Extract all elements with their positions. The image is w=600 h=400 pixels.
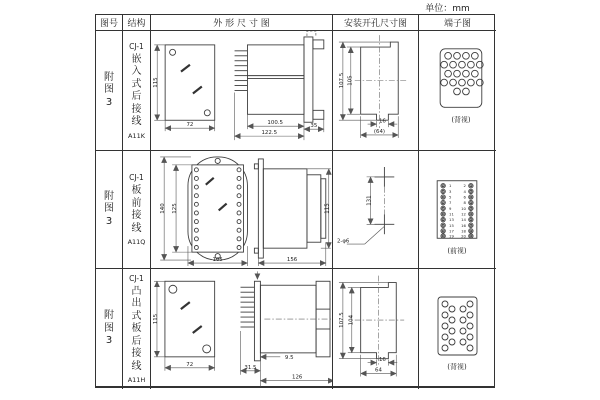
install-cell-row2 — [333, 151, 419, 269]
terminal-screw-center — [470, 224, 472, 226]
terminal-circle — [449, 317, 455, 323]
terminal-circle — [459, 61, 466, 68]
terminal-circle — [449, 328, 455, 334]
terminal-screw-center — [442, 207, 444, 209]
dimension-label: 72 — [186, 361, 194, 368]
terminal-circles — [441, 184, 445, 239]
svg-text:15: 15 — [449, 223, 454, 228]
terminal-circles — [469, 184, 473, 239]
outline-cell-row3 — [151, 269, 333, 389]
dimension-label: 131 — [366, 195, 373, 206]
model-label: CJ-1 — [129, 173, 144, 182]
view-caption: (背视) — [451, 116, 471, 125]
terminal-circle — [441, 200, 445, 204]
spec-table — [95, 14, 495, 388]
terminal-screw-center — [442, 190, 444, 192]
terminal-circle — [442, 312, 448, 318]
terminal-circle — [469, 189, 473, 193]
terminal-cell-row1 — [419, 31, 496, 151]
struct-cell-row2 — [123, 151, 151, 269]
terminal-circle — [459, 79, 466, 86]
dimension-label: 156 — [286, 257, 298, 264]
svg-text:16: 16 — [461, 223, 466, 228]
svg-text:3: 3 — [449, 189, 452, 194]
dimension-label: 105 — [212, 257, 223, 264]
terminal-screw-center — [470, 207, 472, 209]
terminal-circle — [450, 79, 457, 86]
terminal-circle — [463, 52, 470, 59]
dimension-label: 126 — [291, 374, 303, 381]
svg-text:11: 11 — [449, 212, 454, 217]
view-caption: (前视) — [447, 247, 467, 256]
terminal-circle — [469, 195, 473, 199]
dimension-label: 140 — [160, 203, 167, 214]
install-cell-row3 — [333, 269, 419, 389]
outline-drawing-a11h — [151, 269, 332, 389]
install-drawing-a11q — [333, 151, 418, 268]
terminal-diagram-a11q-frontview — [419, 151, 496, 268]
terminal-circle — [449, 339, 455, 345]
struct-text: 凸出式板后接线 — [131, 285, 142, 372]
terminal-screw-center — [442, 196, 444, 198]
struct-cell-row1 — [123, 31, 151, 151]
fig-label-row2 — [96, 151, 123, 269]
fig-label-row1 — [96, 31, 123, 151]
terminal-circle — [441, 217, 445, 221]
svg-text:2: 2 — [463, 184, 466, 189]
model-label: CJ-1 — [129, 41, 144, 51]
terminal-circle — [468, 61, 475, 68]
terminal-circle — [468, 79, 475, 86]
terminal-circle — [441, 189, 445, 193]
terminal-circle — [441, 223, 445, 227]
terminal-circle — [467, 312, 473, 318]
terminal-circle — [450, 61, 457, 68]
svg-text:7: 7 — [449, 201, 452, 206]
terminal-circle — [441, 212, 445, 216]
terminal-circle — [471, 70, 478, 77]
dimension-label: 72 — [186, 122, 194, 129]
svg-text:8: 8 — [463, 201, 466, 206]
terminal-circle — [469, 217, 473, 221]
terminal-circle — [469, 184, 473, 188]
terminal-cell-row2 — [419, 151, 496, 269]
svg-text:1: 1 — [449, 184, 452, 189]
svg-text:9: 9 — [449, 206, 452, 211]
svg-text:10: 10 — [461, 206, 466, 211]
terminal-circle — [460, 328, 466, 334]
terminal-circle — [467, 323, 473, 329]
svg-text:4: 4 — [463, 189, 466, 194]
terminal-screw-center — [442, 213, 444, 215]
terminal-screw-center — [470, 230, 472, 232]
install-cell-row1 — [333, 31, 419, 151]
terminal-circle — [469, 223, 473, 227]
terminal-circle — [441, 184, 445, 188]
terminal-circle — [441, 234, 445, 238]
terminal-circle — [463, 88, 470, 95]
terminal-cell-row3 — [419, 269, 496, 389]
terminal-circle — [469, 234, 473, 238]
dimension-label: 125 — [172, 203, 179, 214]
terminal-diagram-a11k-backview — [419, 31, 496, 150]
outline-drawing-a11q — [151, 151, 332, 268]
terminal-screw-center — [442, 185, 444, 187]
dimension-label: (64) — [373, 129, 386, 135]
terminal-circle — [471, 52, 478, 59]
terminal-circle — [441, 61, 448, 68]
terminal-circle — [454, 88, 461, 95]
terminal-screw-center — [470, 219, 472, 221]
terminal-circle — [442, 323, 448, 329]
terminal-circle — [445, 70, 452, 77]
header-fig: 图号 — [96, 15, 123, 31]
fig-label-row3 — [96, 269, 123, 389]
outline-cell-row1 — [151, 31, 333, 151]
type-code: A11K — [128, 131, 145, 140]
terminal-circle — [449, 306, 455, 312]
terminal-screw-center — [470, 235, 472, 237]
struct-cell-row3 — [123, 269, 151, 389]
svg-text:14: 14 — [461, 218, 466, 223]
struct-text: 嵌入式后接线 — [131, 53, 142, 127]
terminal-numbers — [449, 184, 466, 238]
svg-text:20: 20 — [461, 234, 466, 239]
terminal-circle — [442, 334, 448, 340]
fig-text: 附图3 — [104, 310, 114, 347]
terminal-circle — [441, 206, 445, 210]
svg-text:5: 5 — [449, 195, 452, 200]
svg-text:6: 6 — [463, 195, 466, 200]
terminal-screw-center — [470, 185, 472, 187]
terminal-circle — [454, 70, 461, 77]
dimension-label: 16 — [378, 118, 386, 125]
terminal-screw-center — [470, 202, 472, 204]
terminal-circle — [469, 229, 473, 233]
terminal-circle — [441, 79, 448, 86]
dimension-label: 115 — [152, 313, 159, 325]
terminal-circle — [445, 52, 452, 59]
fig-text: 附图3 — [104, 71, 114, 108]
dimension-label: 104 — [348, 314, 355, 326]
terminal-circle — [454, 52, 461, 59]
view-caption: (背视) — [447, 363, 467, 371]
svg-text:13: 13 — [449, 218, 454, 223]
terminal-circles — [441, 52, 483, 94]
dimension-label: 122.5 — [261, 130, 278, 137]
dimension-label: 100.5 — [267, 120, 284, 127]
hole-spec-label: 2-φ6 — [336, 238, 350, 245]
terminal-circle — [467, 345, 473, 351]
dimension-label: 105 — [347, 75, 354, 86]
terminal-diagram-a11h-backview — [419, 269, 496, 389]
install-drawing-a11k — [333, 31, 418, 150]
type-code: A11H — [127, 376, 146, 385]
outline-cell-row2 — [151, 151, 333, 269]
terminal-circle — [460, 339, 466, 345]
terminal-circle — [441, 195, 445, 199]
svg-text:18: 18 — [461, 229, 466, 234]
terminal-circle — [469, 200, 473, 204]
terminal-circle — [442, 301, 448, 307]
dimension-label: 107.5 — [338, 312, 345, 328]
svg-text:17: 17 — [449, 229, 454, 234]
type-code: A11Q — [127, 238, 146, 246]
dimension-label: 31.5 — [244, 364, 257, 371]
terminal-screw-center — [442, 224, 444, 226]
terminal-circle — [469, 206, 473, 210]
terminal-screw-center — [470, 213, 472, 215]
dimension-label: 115 — [324, 203, 331, 214]
dimension-label: 107.5 — [338, 72, 345, 89]
svg-text:12: 12 — [461, 212, 466, 217]
terminal-circle — [442, 345, 448, 351]
terminal-circle — [460, 317, 466, 323]
terminal-circle — [467, 334, 473, 340]
terminal-circle — [463, 70, 470, 77]
model-label: CJ-1 — [129, 273, 144, 283]
terminal-circle — [467, 301, 473, 307]
terminal-screw-center — [442, 202, 444, 204]
svg-text:19: 19 — [449, 234, 454, 239]
terminal-screw-center — [442, 230, 444, 232]
terminal-circle — [441, 229, 445, 233]
header-outline: 外 形 尺 寸 图 — [151, 15, 333, 31]
install-drawing-a11h — [333, 269, 418, 389]
dimension-label: 35 — [310, 123, 318, 130]
dimension-label: 115 — [153, 77, 160, 88]
terminal-screw-center — [470, 196, 472, 198]
outline-drawing-a11k — [151, 31, 332, 150]
terminal-screw-center — [442, 219, 444, 221]
header-install: 安装开孔尺寸图 — [333, 15, 419, 31]
terminal-screw-center — [470, 190, 472, 192]
terminal-circles — [442, 301, 473, 351]
terminal-circle — [460, 306, 466, 312]
dimension-label: 16 — [378, 357, 386, 364]
terminal-screw-center — [442, 235, 444, 237]
fig-text: 附图3 — [104, 190, 114, 227]
dimension-label: 9.5 — [284, 354, 294, 361]
header-struct: 结构 — [123, 15, 151, 31]
header-terminal: 端子图 — [419, 15, 496, 31]
unit-label: 单位：mm — [425, 4, 470, 14]
struct-text: 板前接线 — [131, 185, 142, 234]
terminal-circle — [469, 212, 473, 216]
dimension-label: 64 — [375, 367, 382, 374]
